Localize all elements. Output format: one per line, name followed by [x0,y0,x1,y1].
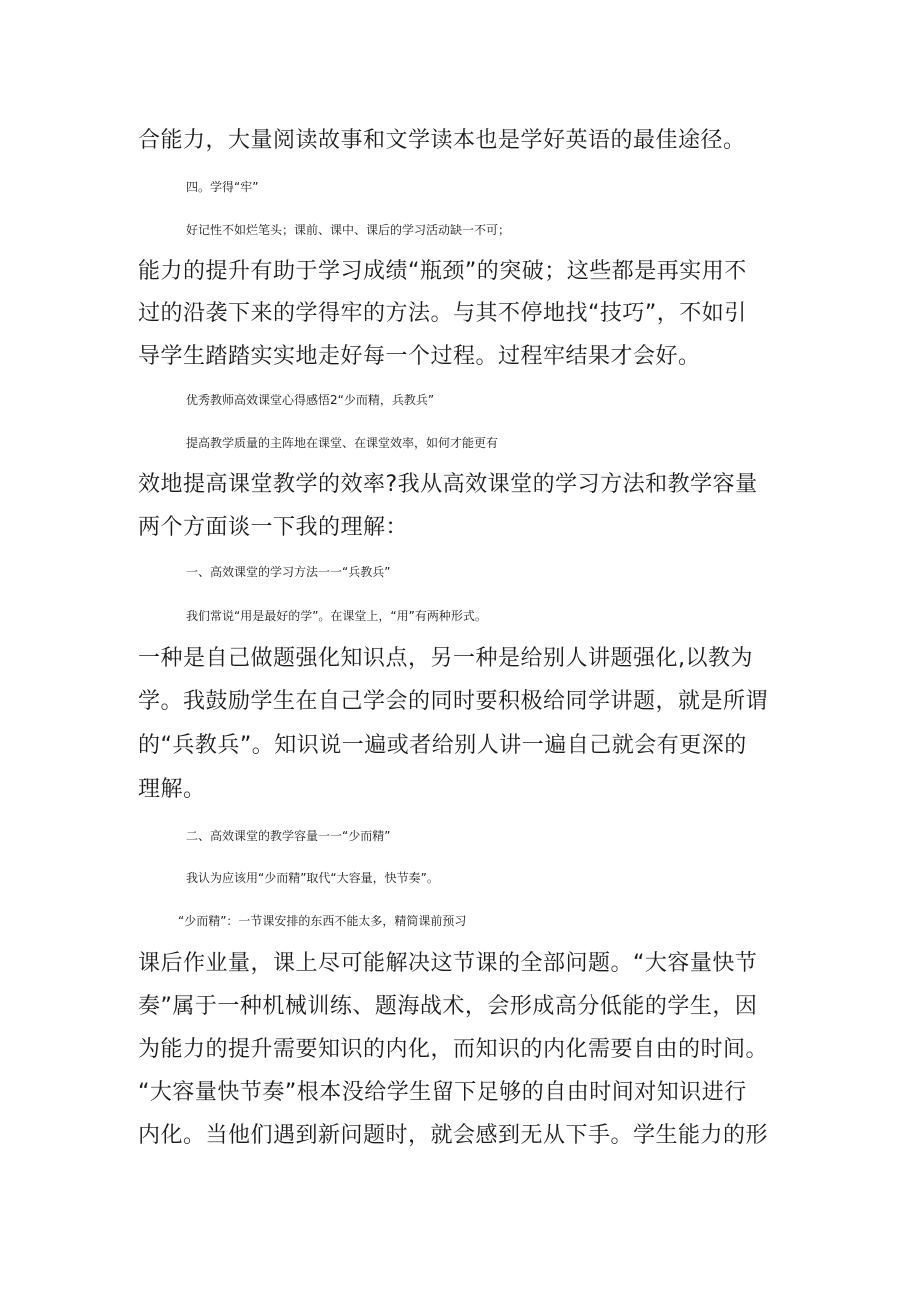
paragraph-line: “大容量快节奏”根本没给学生留下足够的自由时间对知识进行 [138,1080,747,1105]
paragraph-line: 内化。当他们遇到新问题时，就会感到无从下手。学生能力的形 [138,1123,769,1148]
paragraph-line: 理解。 [138,777,206,802]
paragraph-line: 的“兵教兵”。知识说一遍或者给别人讲一遍自己就会有更深的 [138,733,747,758]
paragraph-line: “少而精”：一节课安排的东西不能太多，精简课前预习 [178,914,467,928]
article-title: 优秀教师高效课堂心得感悟2“少而精，兵教兵” [186,393,435,407]
paragraph-line: 提高教学质量的主阵地在课堂、在课堂效率，如何才能更有 [186,436,499,450]
paragraph-line: 一种是自己做题强化知识点，另一种是给别人讲题强化,以教为 [138,646,753,671]
paragraph-line: 合能力，大量阅读故事和文学读本也是学好英语的最佳途径。 [138,128,746,153]
paragraph-line: 为能力的提升需要知识的内化，而知识的内化需要自由的时间。 [138,1037,769,1062]
paragraph-line: 能力的提升有助于学习成绩“瓶颈”的突破；这些都是再实用不 [138,259,747,284]
section-heading: 二、高效课堂的教学容量一一“少而精” [186,829,391,843]
paragraph-line: 好记性不如烂笔头；课前、课中、课后的学习活动缺一不可； [186,223,511,237]
paragraph-line: 效地提高课堂教学的效率?我从高效课堂的学习方法和教学容量 [138,472,758,497]
paragraph-line: 两个方面谈一下我的理解： [138,515,409,540]
paragraph-line: 过的沿袭下来的学得牢的方法。与其不停地找“技巧”，不如引 [138,301,747,326]
section-heading: 四。学得“牢” [186,180,259,194]
paragraph-line: 我们常说“用是最好的学”。在课堂上，“用”有两种形式。 [186,609,487,623]
paragraph-line: 我认为应该用“少而精”取代“大容量，快节奏”。 [186,871,439,885]
section-heading: 一、高效课堂的学习方法一一“兵教兵” [186,565,391,579]
paragraph-line: 学。我鼓励学生在自己学会的同时要积极给同学讲题，就是所谓 [138,689,769,714]
paragraph-line: 课后作业量，课上尽可能解决这节课的全部问题。“大容量快节 [138,951,758,976]
paragraph-line: 导学生踏踏实实地走好每一个过程。过程牢结果才会好。 [138,344,701,369]
paragraph-line: 奏”属于一种机械训练、题海战术，会形成高分低能的学生，因 [138,994,758,1019]
